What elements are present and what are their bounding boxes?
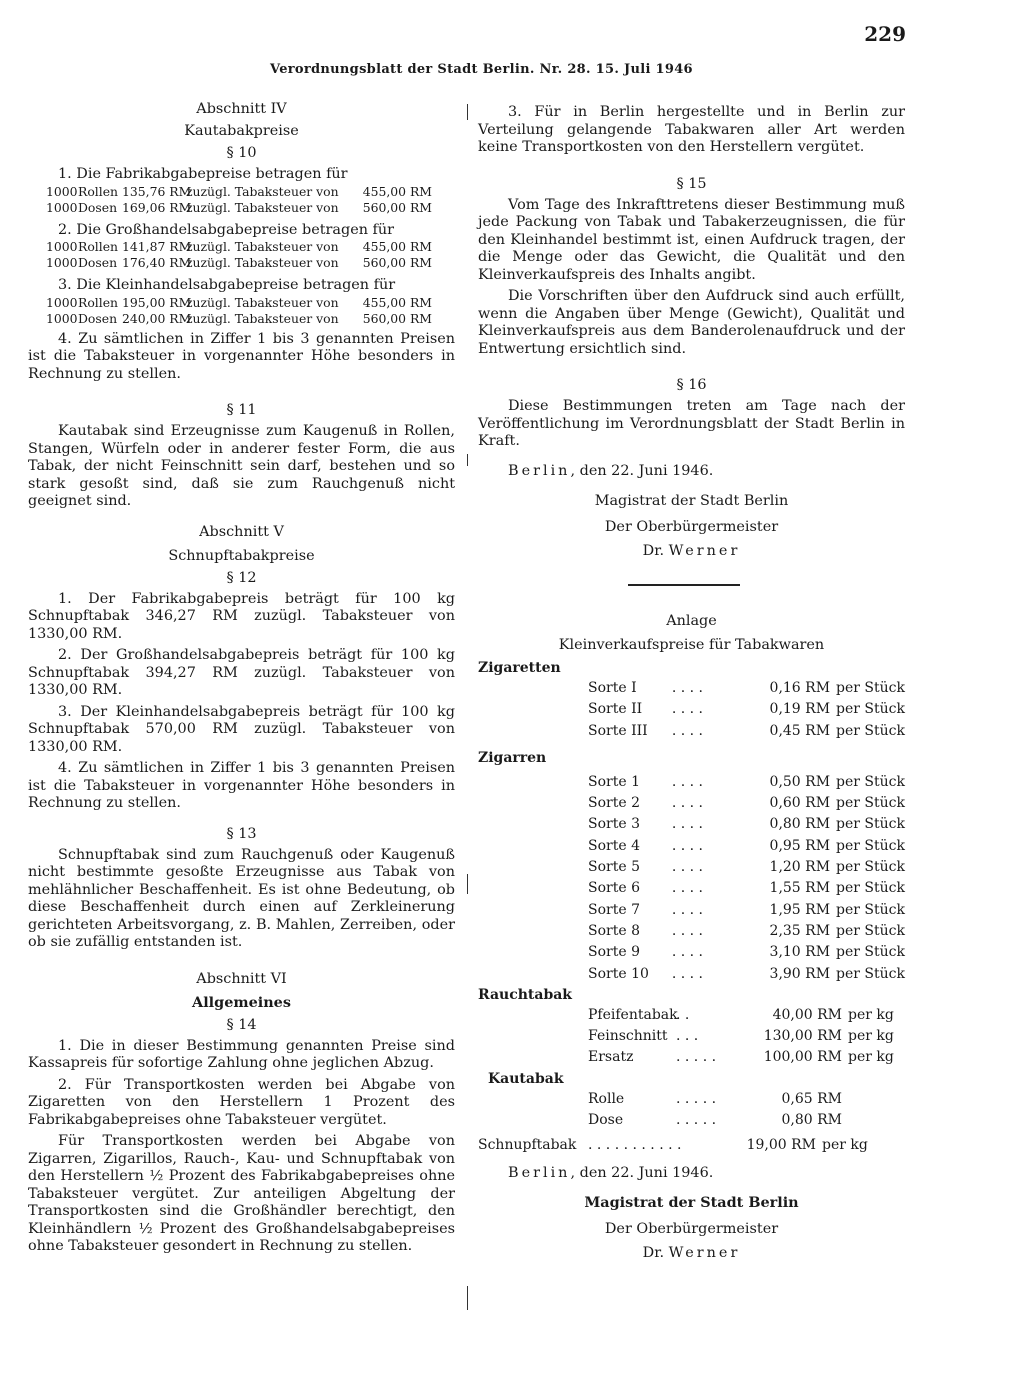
item-name: Sorte 2: [588, 795, 640, 812]
item-dots: . . .: [676, 1028, 699, 1045]
section-10-item-3: 3. Die Kleinhandelsabgabepreise betragen für: [58, 277, 396, 293]
price-amount: 169,06 RM: [122, 199, 192, 215]
item-unit: per Stück: [836, 922, 905, 939]
zigarren-list: [478, 772, 905, 985]
item-dots: . . . .: [671, 722, 704, 739]
list-item: [588, 878, 905, 899]
section-11-text: Kautabak sind Erzeugnisse zum Kaugenuß in Rollen, Stangen, Würfeln oder in anderer fester Form, die aus Tabak, der nicht Feinschnitt sein darf, bestehen und so stark gesoßt sind, daß sie zum Rauchgenuß nicht geeignet sind.: [28, 423, 455, 509]
price-tax-note: zuzügl. Tabaksteuer von: [186, 294, 339, 310]
price-qty: 1000: [46, 183, 78, 199]
list-item: [588, 1089, 905, 1110]
item-unit: per kg: [848, 1049, 894, 1066]
item-dots: . . . .: [671, 816, 704, 833]
section-10-heading: § 10: [226, 145, 257, 161]
list-item: [588, 1026, 905, 1047]
section-12-item-2: 2. Der Großhandelsabgabepreis beträgt für 100 kg Schnupftabak 394,27 RM zuzügl. Tabaksteuer von 1330,00 RM.: [28, 647, 455, 698]
rauchtabak-list: [478, 1005, 905, 1069]
item-unit: per Stück: [836, 816, 905, 833]
price-rows-1: [28, 184, 455, 216]
column-rule-lower: [467, 874, 468, 894]
column-rule-top: [467, 104, 468, 120]
price-rows-3: [28, 295, 455, 327]
section-13-text: Schnupftabak sind zum Rauchgenuß oder Kaugenuß nicht bestimmte gesoßte Erzeugnisse aus Tabak von mehlähnlicher Beschaffenheit. Es ist ohne Bedeutung, ob diese Beschaffenheit durch einen auf Zerkleinerung gerichteten Arbeitsvorgang, z. B. Mahlen, Zerreiben, oder ob sie zufällig entstanden ist.: [28, 846, 455, 950]
item-unit: per Stück: [836, 965, 905, 982]
list-item: [588, 772, 905, 793]
price-qty: 1000: [46, 294, 78, 310]
price-qty: 1000: [46, 199, 78, 215]
item-dots: . . . .: [671, 859, 704, 876]
list-item: [588, 1005, 905, 1026]
item-price: 1,20 RM: [769, 859, 831, 876]
list-item: [588, 814, 905, 835]
price-unit: Dosen: [78, 199, 118, 215]
list-item: [588, 942, 905, 963]
signature-2-name: Werner: [668, 1245, 741, 1262]
item-unit: per Stück: [836, 701, 905, 718]
item-name: Sorte 3: [588, 816, 640, 833]
signature-2: [478, 1244, 905, 1262]
item-dots: . . . . .: [676, 1049, 717, 1066]
item-name: Sorte 6: [588, 880, 640, 897]
item-price: 1,95 RM: [769, 901, 831, 918]
item-unit: per Stück: [836, 773, 905, 790]
price-amount: 141,87 RM: [122, 239, 192, 254]
list-item: [588, 699, 905, 720]
section-11-heading: § 11: [226, 402, 257, 418]
price-unit: Rollen: [78, 239, 119, 254]
left-column: [28, 100, 455, 1256]
item-dots: . . . .: [671, 880, 704, 897]
category-rauchtabak: Rauchtabak: [478, 986, 573, 1003]
schnupftabak-dots: . . . . . . . . . . .: [588, 1137, 682, 1154]
place-date-2-rest: , den 22. Juni 1946.: [570, 1164, 714, 1181]
kautabak-list: [478, 1089, 905, 1132]
item-dots: . . . .: [671, 922, 704, 939]
section-16-heading: § 16: [676, 377, 707, 393]
abschnitt-v-title: Abschnitt V: [199, 523, 284, 540]
place-date-1: [478, 463, 905, 481]
section-12-item-4: 4. Zu sämtlichen in Ziffer 1 bis 3 genannten Preisen ist die Tabaksteuer in vorgenannter Höhe besonders in Rechnung zu stellen.: [28, 760, 455, 811]
price-unit: Rollen: [78, 183, 119, 199]
price-amount: 135,76 RM: [122, 183, 192, 199]
separator-line: [628, 584, 740, 586]
item-unit: per Stück: [836, 837, 905, 854]
magistrat-2: Magistrat der Stadt Berlin: [584, 1194, 799, 1212]
list-item: [588, 793, 905, 814]
item-price: 0,19 RM: [769, 701, 831, 718]
page-number: 229: [864, 22, 906, 46]
list-item: [588, 836, 905, 857]
price-qty: 1000: [46, 255, 78, 270]
list-item: [588, 1110, 905, 1131]
item-unit: per kg: [848, 1006, 894, 1023]
magistrat-1: Magistrat der Stadt Berlin: [594, 493, 789, 509]
price-qty: 1000: [46, 310, 78, 326]
item-dots: . . . .: [671, 680, 704, 696]
signature-1-title: Dr.: [642, 543, 665, 559]
section-10-item-2: 2. Die Großhandelsabgabepreise betragen für: [58, 221, 395, 238]
section-10-item-4: 4. Zu sämtlichen in Ziffer 1 bis 3 genannten Preisen ist die Tabaksteuer in vorgenannter Höhe besonders in Rechnung zu stellen.: [28, 330, 455, 382]
price-tax-amount: 560,00 RM: [362, 255, 432, 270]
item-unit: per Stück: [836, 680, 905, 696]
section-10-item-1: 1. Die Fabrikabgabepreise betragen für: [58, 166, 348, 182]
category-zigaretten: Zigaretten: [478, 660, 561, 676]
item-dots: . .: [676, 1006, 690, 1023]
section-12-item-3: 3. Der Kleinhandelsabgabepreis beträgt für 100 kg Schnupftabak 570,00 RM zuzügl. Tabaksteuer von 1330,00 RM.: [28, 703, 455, 755]
item-dots: . . . .: [671, 965, 704, 982]
item-unit: [842, 1110, 848, 1131]
item-price: 0,80 RM: [781, 1112, 842, 1129]
price-row: [46, 311, 455, 327]
section-14-item-2b: Für Transportkosten werden bei Abgabe von Zigarren, Zigarillos, Rauch-, Kau- und Schnupftabak von den Herstellern ½ Prozent des Fabrikabgabepreises ohne Tabaksteuer vergütet. Zur anteiligen Abgeltung der Transportkosten sind die Großhändler berechtigt, den Kleinhändlern ½ Prozent des Großhandelsabgabepreises ohne Tabaksteuer gesondert in Rechnung zu stellen.: [28, 1133, 455, 1254]
item-unit: per kg: [848, 1028, 894, 1045]
price-qty: 1000: [46, 239, 78, 254]
list-item: [588, 1047, 905, 1068]
schnupftabak-unit: per kg: [822, 1137, 868, 1154]
price-amount: 176,40 RM: [122, 255, 192, 270]
item-name: Sorte 4: [588, 837, 640, 854]
price-unit: Rollen: [78, 294, 119, 310]
price-tax-amount: 455,00 RM: [362, 239, 432, 254]
item-name: Ersatz: [588, 1049, 634, 1066]
item-name: Feinschnitt: [588, 1028, 668, 1045]
item-name: Pfeifentabak: [588, 1006, 678, 1023]
item-price: 0,50 RM: [769, 773, 831, 790]
item-unit: per Stück: [836, 722, 905, 739]
price-amount: 240,00 RM: [122, 310, 192, 326]
item-price: 0,80 RM: [769, 816, 831, 833]
abschnitt-vi-title: Abschnitt VI: [196, 970, 287, 987]
item-dots: . . . .: [671, 837, 704, 854]
item-name: Sorte 10: [588, 965, 649, 982]
place-date-1-city: Berlin: [508, 462, 571, 479]
abschnitt-iv-title: Abschnitt IV: [196, 101, 287, 117]
price-unit: Dosen: [78, 310, 118, 326]
price-tax-note: zuzügl. Tabaksteuer von: [186, 239, 339, 254]
item-price: 3,90 RM: [769, 965, 831, 982]
signature-1-name: Werner: [668, 543, 741, 559]
section-15-heading: § 15: [676, 175, 707, 192]
item-name: Sorte II: [588, 701, 643, 718]
price-tax-amount: 455,00 RM: [362, 294, 432, 310]
section-13-heading: § 13: [226, 825, 257, 842]
price-tax-note: zuzügl. Tabaksteuer von: [186, 255, 339, 270]
signature-2-title: Dr.: [642, 1245, 665, 1262]
place-date-2: [478, 1165, 905, 1183]
item-name: Rolle: [588, 1090, 625, 1107]
section-15-text-2: Die Vorschriften über den Aufdruck sind auch erfüllt, wenn die Angaben über Menge (Gewicht), Qualität und Kleinverkaufspreis aus dem Banderolenaufdruck und der Entwertung ersichtlich sind.: [478, 288, 905, 357]
section-12-item-1: 1. Der Fabrikabgabepreis beträgt für 100 kg Schnupftabak 346,27 RM zuzügl. Tabaksteuer von 1330,00 RM.: [28, 590, 455, 642]
price-tax-note: zuzügl. Tabaksteuer von: [186, 183, 339, 199]
list-item: [588, 921, 905, 942]
schnupftabak-price: 19,00 RM: [746, 1137, 816, 1154]
item-unit: per Stück: [836, 880, 905, 897]
oberbuergermeister-1: Der Oberbürgermeister: [604, 519, 779, 535]
right-column: [478, 104, 905, 1262]
item-dots: . . . .: [671, 701, 704, 718]
anlage-title: Anlage: [666, 613, 717, 629]
price-amount: 195,00 RM: [122, 294, 192, 310]
list-item: [588, 678, 905, 699]
price-row: [46, 255, 455, 271]
item-unit: per Stück: [836, 859, 905, 876]
section-15-text-1: Vom Tage des Inkrafttretens dieser Bestimmung muß jede Packung von Tabak und Tabakerzeugnissen, die für den Kleinhandel bestimmt ist, einen Aufdruck tragen, der die Menge oder das Gewicht, die Qualität und den Kleinverkaufspreis des Inhalts angibt.: [478, 196, 905, 283]
price-row: [46, 200, 455, 216]
item-dots: . . . .: [671, 944, 704, 961]
abschnitt-v-subtitle: Schnupftabakpreise: [168, 547, 315, 564]
place-date-1-rest: , den 22. Juni 1946.: [570, 462, 714, 479]
list-item: [588, 900, 905, 921]
schnupftabak-row: [478, 1135, 905, 1156]
column-rule-mid: [467, 454, 468, 466]
item-unit: per Stück: [836, 795, 905, 812]
price-row: [46, 295, 455, 311]
item-price: 40,00 RM: [772, 1006, 842, 1023]
section-14-item-1: 1. Die in dieser Bestimmung genannten Preise sind Kassapreis für sofortige Zahlung ohne jeglichen Abzug.: [28, 1037, 455, 1071]
item-unit: per Stück: [836, 901, 905, 918]
signature-1: [478, 542, 905, 560]
item-name: Sorte 1: [588, 773, 640, 790]
section-12-heading: § 12: [226, 569, 257, 586]
place-date-2-city: Berlin: [508, 1164, 571, 1181]
abschnitt-vi-subtitle: Allgemeines: [192, 993, 291, 1011]
item-name: Sorte 5: [588, 859, 640, 876]
item-dots: . . . .: [671, 795, 704, 812]
item-dots: . . . . .: [676, 1090, 717, 1107]
list-item: [588, 721, 905, 742]
oberbuergermeister-2: Der Oberbürgermeister: [604, 1221, 779, 1238]
item-price: 3,10 RM: [769, 944, 831, 961]
item-name: Sorte 9: [588, 944, 640, 961]
running-head: Verordnungsblatt der Stadt Berlin. Nr. 28. 15. Juli 1946: [270, 62, 693, 77]
price-row: [46, 184, 455, 200]
item-price: 0,45 RM: [769, 722, 831, 739]
price-tax-note: zuzügl. Tabaksteuer von: [186, 199, 339, 215]
zigaretten-list: [478, 678, 905, 742]
item-name: Dose: [588, 1112, 624, 1129]
category-schnupftabak: Schnupftabak: [478, 1137, 577, 1154]
item-price: 0,95 RM: [769, 837, 831, 854]
item-price: 0,16 RM: [769, 680, 831, 696]
price-unit: Dosen: [78, 255, 118, 270]
item-price: 0,65 RM: [781, 1090, 842, 1107]
price-tax-amount: 560,00 RM: [362, 310, 432, 326]
section-14-heading: § 14: [226, 1016, 257, 1033]
abschnitt-iv-subtitle: Kautabakpreise: [184, 123, 299, 139]
column-rule-bottom: [467, 1286, 468, 1310]
section-16-text: Diese Bestimmungen treten am Tage nach der Veröffentlichung im Verordnungsblatt der Stadt Berlin in Kraft.: [478, 398, 905, 449]
item-unit: per Stück: [836, 944, 905, 961]
item-name: Sorte I: [588, 680, 637, 696]
price-tax-amount: 455,00 RM: [362, 183, 432, 199]
item-name: Sorte III: [588, 722, 648, 739]
item-name: Sorte 8: [588, 922, 640, 939]
item-dots: . . . .: [671, 901, 704, 918]
item-dots: . . . . .: [676, 1112, 717, 1129]
price-tax-amount: 560,00 RM: [362, 199, 432, 215]
price-rows-2: [28, 239, 455, 271]
item-price: 1,55 RM: [769, 880, 831, 897]
category-zigarren: Zigarren: [478, 749, 547, 766]
item-price: 100,00 RM: [763, 1049, 842, 1066]
list-item: [588, 857, 905, 878]
category-kautabak: Kautabak: [488, 1070, 564, 1087]
anlage-subtitle: Kleinverkaufspreise für Tabakwaren: [558, 637, 825, 653]
price-row: [46, 239, 455, 255]
section-14-item-3: 3. Für in Berlin hergestellte und in Berlin zur Verteilung gelangende Tabakwaren aller Art werden keine Transportkosten von den Herstellern vergütet.: [478, 104, 905, 155]
item-price: 0,60 RM: [769, 795, 831, 812]
item-price: 2,35 RM: [769, 922, 831, 939]
section-14-item-2: 2. Für Transportkosten werden bei Abgabe von Zigaretten von den Herstellern 1 Prozent des Fabrikabgabepreises ohne Tabaksteuer vergütet.: [28, 1076, 455, 1128]
list-item: [588, 964, 905, 985]
item-price: 130,00 RM: [763, 1028, 842, 1045]
price-tax-note: zuzügl. Tabaksteuer von: [186, 310, 339, 326]
item-unit: [842, 1089, 848, 1110]
item-name: Sorte 7: [588, 901, 640, 918]
item-dots: . . . .: [671, 773, 704, 790]
